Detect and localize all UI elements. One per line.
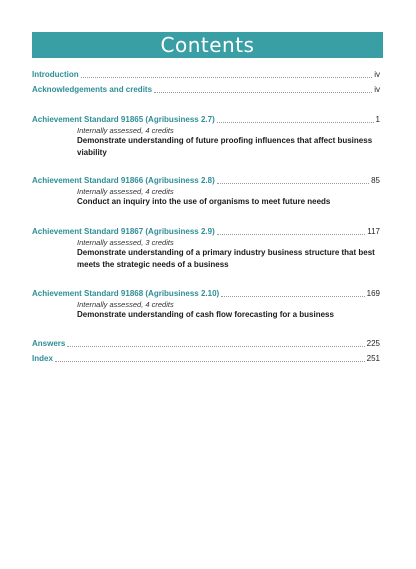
toc-entry-acknowledgements[interactable] [32, 83, 380, 95]
dot-leader [67, 345, 364, 347]
toc-entry-title[interactable]: Introduction [32, 70, 79, 79]
standard-description: Conduct an inquiry into the use of organisms to meet future needs [77, 197, 331, 206]
toc-entry-page: 117 [367, 227, 380, 236]
standard-description: Demonstrate understanding of cash flow forecasting for a business [77, 310, 334, 319]
contents-banner [32, 32, 383, 58]
dot-leader [217, 233, 366, 235]
toc-entry-answers[interactable] [32, 337, 380, 349]
toc-entry-page: 251 [366, 354, 380, 363]
dot-leader [221, 295, 364, 297]
standard-description: Demonstrate understanding of a primary industry business structure that best meets the strategic needs of a business [77, 248, 375, 269]
toc-entry-page: 225 [366, 339, 380, 348]
dot-leader [55, 360, 365, 362]
toc-entry-standard-91868[interactable] [32, 287, 380, 299]
toc-entry-title[interactable]: Achievement Standard 91865 (Agribusiness 2.7) [32, 115, 215, 124]
toc-entry-standard-91867[interactable] [32, 225, 380, 237]
credits-note: Internally assessed, 4 credits [77, 300, 174, 309]
dot-leader [217, 121, 374, 123]
toc-entry-page: iv [374, 70, 380, 79]
credits-note: Internally assessed, 3 credits [77, 238, 174, 247]
dot-leader [81, 76, 373, 78]
toc-entry-index[interactable] [32, 352, 380, 364]
toc-entry-title[interactable]: Achievement Standard 91867 (Agribusiness 2.9) [32, 227, 215, 236]
toc-entry-page: iv [374, 85, 380, 94]
dot-leader [217, 182, 369, 184]
credits-note: Internally assessed, 4 credits [77, 187, 174, 196]
toc-entry-introduction[interactable] [32, 68, 380, 80]
toc-entry-title[interactable]: Index [32, 354, 53, 363]
toc-entry-title[interactable]: Achievement Standard 91868 (Agribusiness 2.10) [32, 289, 220, 298]
toc-entry-page: 169 [366, 289, 380, 298]
page-title: Contents [160, 33, 255, 57]
toc-entry-title[interactable]: Acknowledgements and credits [32, 85, 153, 94]
toc-entry-title[interactable]: Achievement Standard 91866 (Agribusiness 2.8) [32, 176, 215, 185]
toc-entry-standard-91866[interactable] [32, 174, 380, 186]
toc-entry-page: 85 [371, 176, 380, 185]
toc-entry-page: 1 [375, 115, 380, 124]
credits-note: Internally assessed, 4 credits [77, 126, 174, 135]
toc-entry-standard-91865[interactable] [32, 113, 380, 125]
toc-entry-title[interactable]: Answers [32, 339, 66, 348]
standard-description: Demonstrate understanding of future proofing influences that affect business viability [77, 136, 373, 157]
dot-leader [154, 91, 372, 93]
